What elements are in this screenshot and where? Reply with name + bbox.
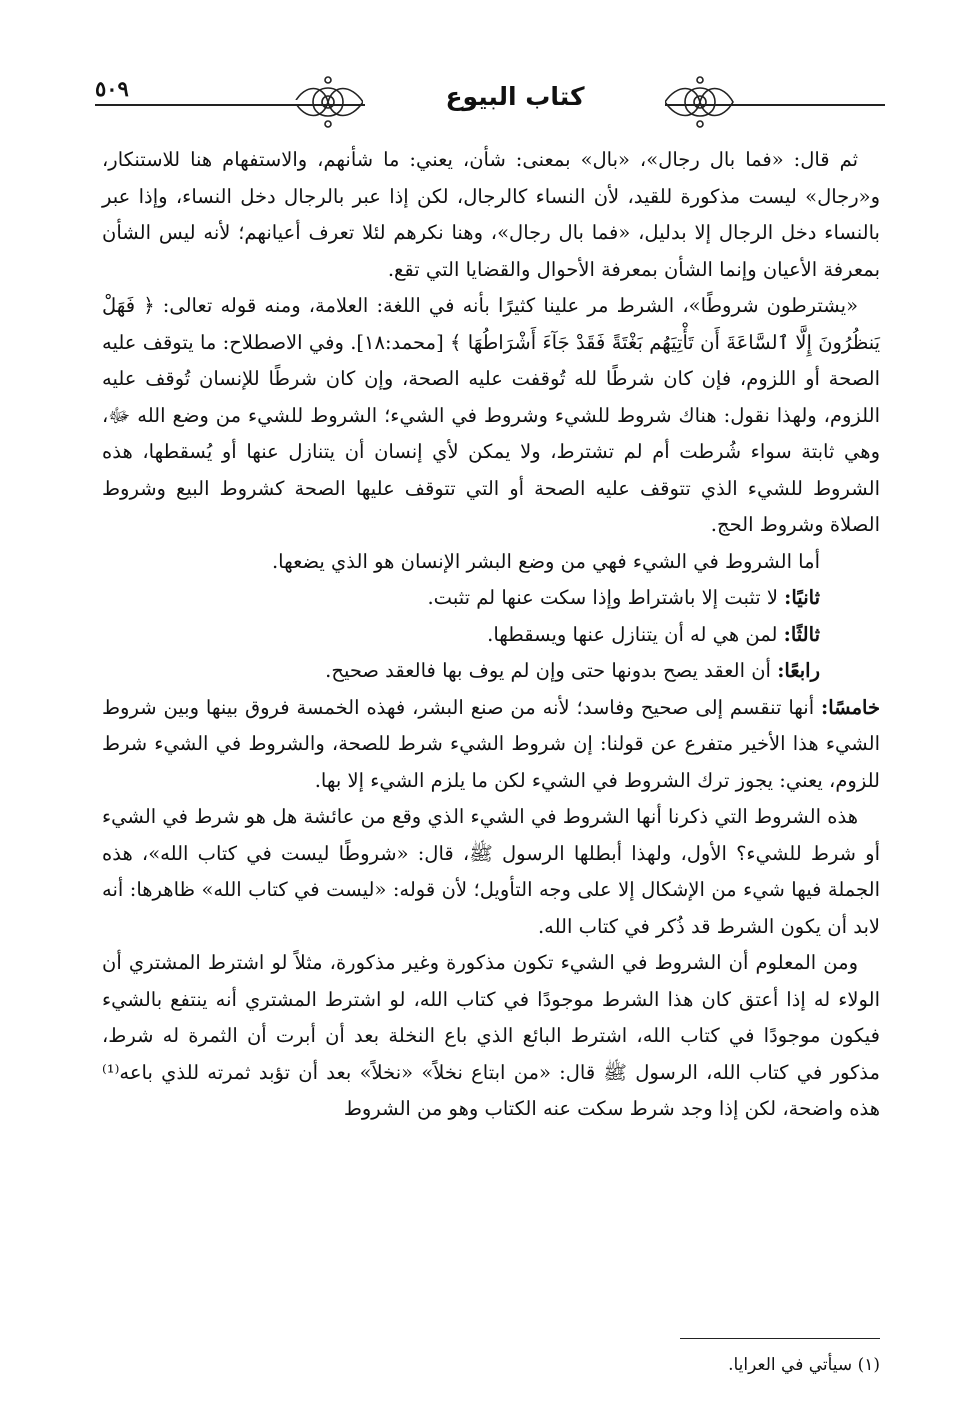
list-item [102,653,880,690]
list-text: لمن هي له أن يتنازل عنها ويسقطها. [487,622,778,646]
footnote: (١) سيأتي في العرايا. [728,1355,880,1375]
list-item [102,690,880,800]
ornament-left-icon [293,74,363,130]
paragraph: «يشترطون شروطًا»، الشرط مر علينا كثيرًا بأنه في اللغة: العلامة، ومنه قوله تعالى: ﴿ فَهَلْ يَنظُرُونَ إِلَّا ٱلسَّاعَةَ أَن تَأْتِيَهُم بَغْتَةً فَقَدْ جَآءَ أَشْرَاطُهَا ﴾ [محمد:١٨]. وفي الاصطلاح: ما يتوقف عليه الصحة أو اللزوم، فإن كان شرطًا لله تُوقفت عليه الصحة، وإن كان شرطًا للإنسان تُوقف عليه اللزوم، ولهذا نقول: هناك شروط للشيء وشروط في الشيء؛ الشروط للشيء من وضع الله ﷻ، وهي ثابتة سواء شُرطت أم لم تشترط، ولا يمكن لأي إنسان أن يتنازل عنها أو يُسقطها، هذه الشروط للشيء الذي تتوقف عليه الصحة أو التي تتوقف عليها الصحة كشروط البيع وشروط الصلاة وشروط الحج. [102,294,881,536]
header-title: كتاب البيوع [365,82,665,111]
paragraph: ومن المعلوم أن الشروط في الشيء تكون مذكورة وغير مذكورة، مثلاً لو اشترط المشتري أن الولاء له إذا أعتق كان هذا الشرط موجودًا في كتاب الله، لو اشترط المشتري أنه ينتفع بالشيء فيكون موجودًا في كتاب الله، اشترط البائع الذي باع النخلة بعد أن أبرت أن الثمرة له شرط، مذكور في كتاب الله، الرسول ﷺ قال: «من ابتاع نخلاً» «نخلاً» بعد أن تؤبد ثمرته للذي باعه⁽¹⁾ هذه واضحة، لكن إذا وجد شرط سكت عنه الكتاب وهو من الشروط [102,951,880,1120]
footnote-rule [680,1338,880,1339]
list-label: خامسًا: [821,695,881,719]
ornament-right-icon [665,74,735,130]
list-item [102,580,880,617]
page-number: ٥٠٩ [95,76,129,101]
list-text: لا تثبت إلا باشتراط وإذا سكت عنها لم تثبت. [427,586,778,609]
list-label: رابعًا: [777,659,820,682]
body-text [102,142,880,1128]
list-text: أنها تنقسم إلى صحيح وفاسد؛ لأنه من صنع البشر، فهذه الخمسة فروق بينها وبين شروط الشيء هذا الأخير متفرع عن قولنا: إن شروط الشيء شرط للصحة، والشروط في الشيء شرط للزوم، يعني: يجوز ترك الشروط في الشيء لكن ما يلزم الشيء إلا بها. [102,695,880,792]
list-item [102,617,880,654]
page-header [95,70,885,130]
list-label: ثانيًا: [784,586,820,609]
paragraph: هذه الشروط التي ذكرنا أنها الشروط في الشيء الذي وقع من عائشة هل هو شرط في الشيء أو شرط للشيء؟ الأول، ولهذا أبطلها الرسول ﷺ، قال: «شروطًا ليست في كتاب الله»، هذه الجملة فيها شيء من الإشكال إلا على وجه التأويل؛ لأن قوله: «ليست في كتاب الله» ظاهرها: أنه لابد أن يكون الشرط قد ذُكر في كتاب الله. [102,805,880,938]
list-label: ثالثًا: [783,622,820,646]
paragraph: أما الشروط في الشيء فهي من وضع البشر الإنسان هو الذي يضعها. [271,549,820,573]
list-text: أن العقد يصح بدونها حتى وإن لم يوف بها فالعقد صحيح. [325,659,771,682]
paragraph: ثم قال: «فما بال رجال»، «بال» بمعنى: شأن، يعني: ما شأنهم، والاستفهام هنا للاستنكار، و«رجال» ليست مذكورة للقيد، لأن النساء كالرجال، لكن إذا عبر بالرجال دخل النساء، وإذا عبر بالنساء دخل الرجال إلا بدليل، «فما بال رجال»، وهنا نكرهم لئلا تعرف أعيانهم؛ لأنه ليس الشأن بمعرفة الأعيان وإنما الشأن بمعرفة الأحوال والقضايا التي تقع. [102,148,880,281]
